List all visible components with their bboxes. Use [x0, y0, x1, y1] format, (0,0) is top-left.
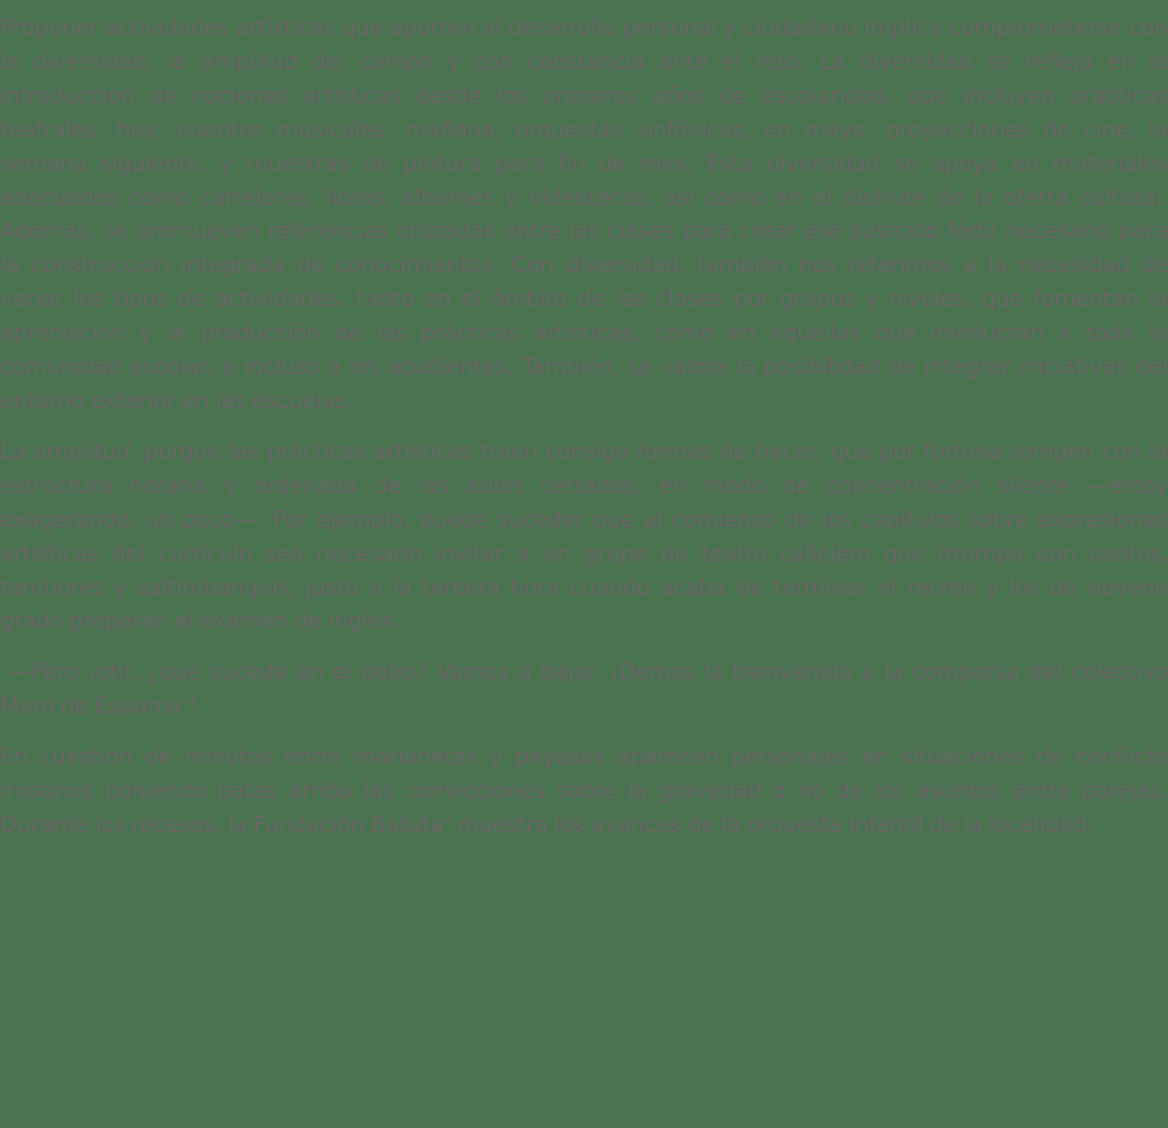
paragraph-text-end: !: [189, 693, 199, 720]
paragraph-dialogue: [0, 656, 1168, 724]
paragraph-diversity: [0, 12, 1168, 419]
document-body: [0, 12, 1168, 860]
paragraph-text: —Pero ¡oh!, ¿qué sucede en el patio? Vamos a bajar. ¡Demos la bienvenida a la comparsa del colectivo Muro de Espuma: [0, 659, 1168, 720]
paragraph-text-end: muestra los avances de la orquesta infantil de la localidad.: [450, 811, 1093, 838]
paragraph-amplitude: [0, 436, 1168, 639]
paragraph-puppets: [0, 741, 1168, 843]
paragraph-text: Proponer actividades artísticas que aporten al desarrollo personal y ciudadano implica comprometerse con la diversidad, la amplitud del campo y con constancia ante el reto. La diversidad se refleja en la introducción de nociones artísticas desde los primeros años de escolaridad, que incluyen prácticas teatrales, hoy; cuentos musicales, mañana; orquestas sinfónicas, en mayo; proyecciones de cine, la semana siguiente, y muestras de pintura para fin de mes. Esta diversidad se apoya en materiales adecuados como carteleras, libros, álbumes y videotecas, así como en el disfrute de la oferta cultural. Además, se promueven referencias cruzadas entre las clases para crear ese sustrato fértil necesario para la construcción integrada de conocimientos. Con diversidad, también nos referimos a la necesidad de variar los tipos de actividades, tanto en el ámbito de las clases por grupos y niveles, que fomentan la apreciación y la producción de las prácticas artísticas, como en aquellas que involucran a toda la comunidad escolar, e incluso a los acudientes. También, se valora la posibilidad de integrar iniciativas del entorno exterior en las escuelas.: [0, 15, 1168, 414]
paragraph-text: En cuestión de minutos entre marionetas y payasos aparecen personajes en situaciones de conflicto irrisorios poniendo patas arriba las convicciones sobre la gravedad o no de los asuntos entre parejas. Durante los recesos, la Fundación Batuta: [0, 744, 1168, 838]
footnote-marker-1[interactable]: 1: [182, 692, 190, 707]
paragraph-text: , porque las prácticas artísticas traen consigo formas de hacer, que por fortuna rompen con la estructura horaria y ordenada de las aulas cerradas, en modo de concentración silente —estoy exagerando, un poco—. Por ejemplo, puede suceder que al comienzo de los capítulos sobre expresiones artísticas del currículo sea necesario invitar a un grupo de teatro callejero que irrumpa con cantos, tambores y saltimbanquis, justo a la tercera hora cuando acaba de terminar el recreo y los de noveno grado preparan el examen de inglés.: [0, 438, 1168, 635]
italic-lead: La amplitud: [0, 438, 130, 465]
footnote-marker-2[interactable]: 2: [443, 811, 451, 826]
